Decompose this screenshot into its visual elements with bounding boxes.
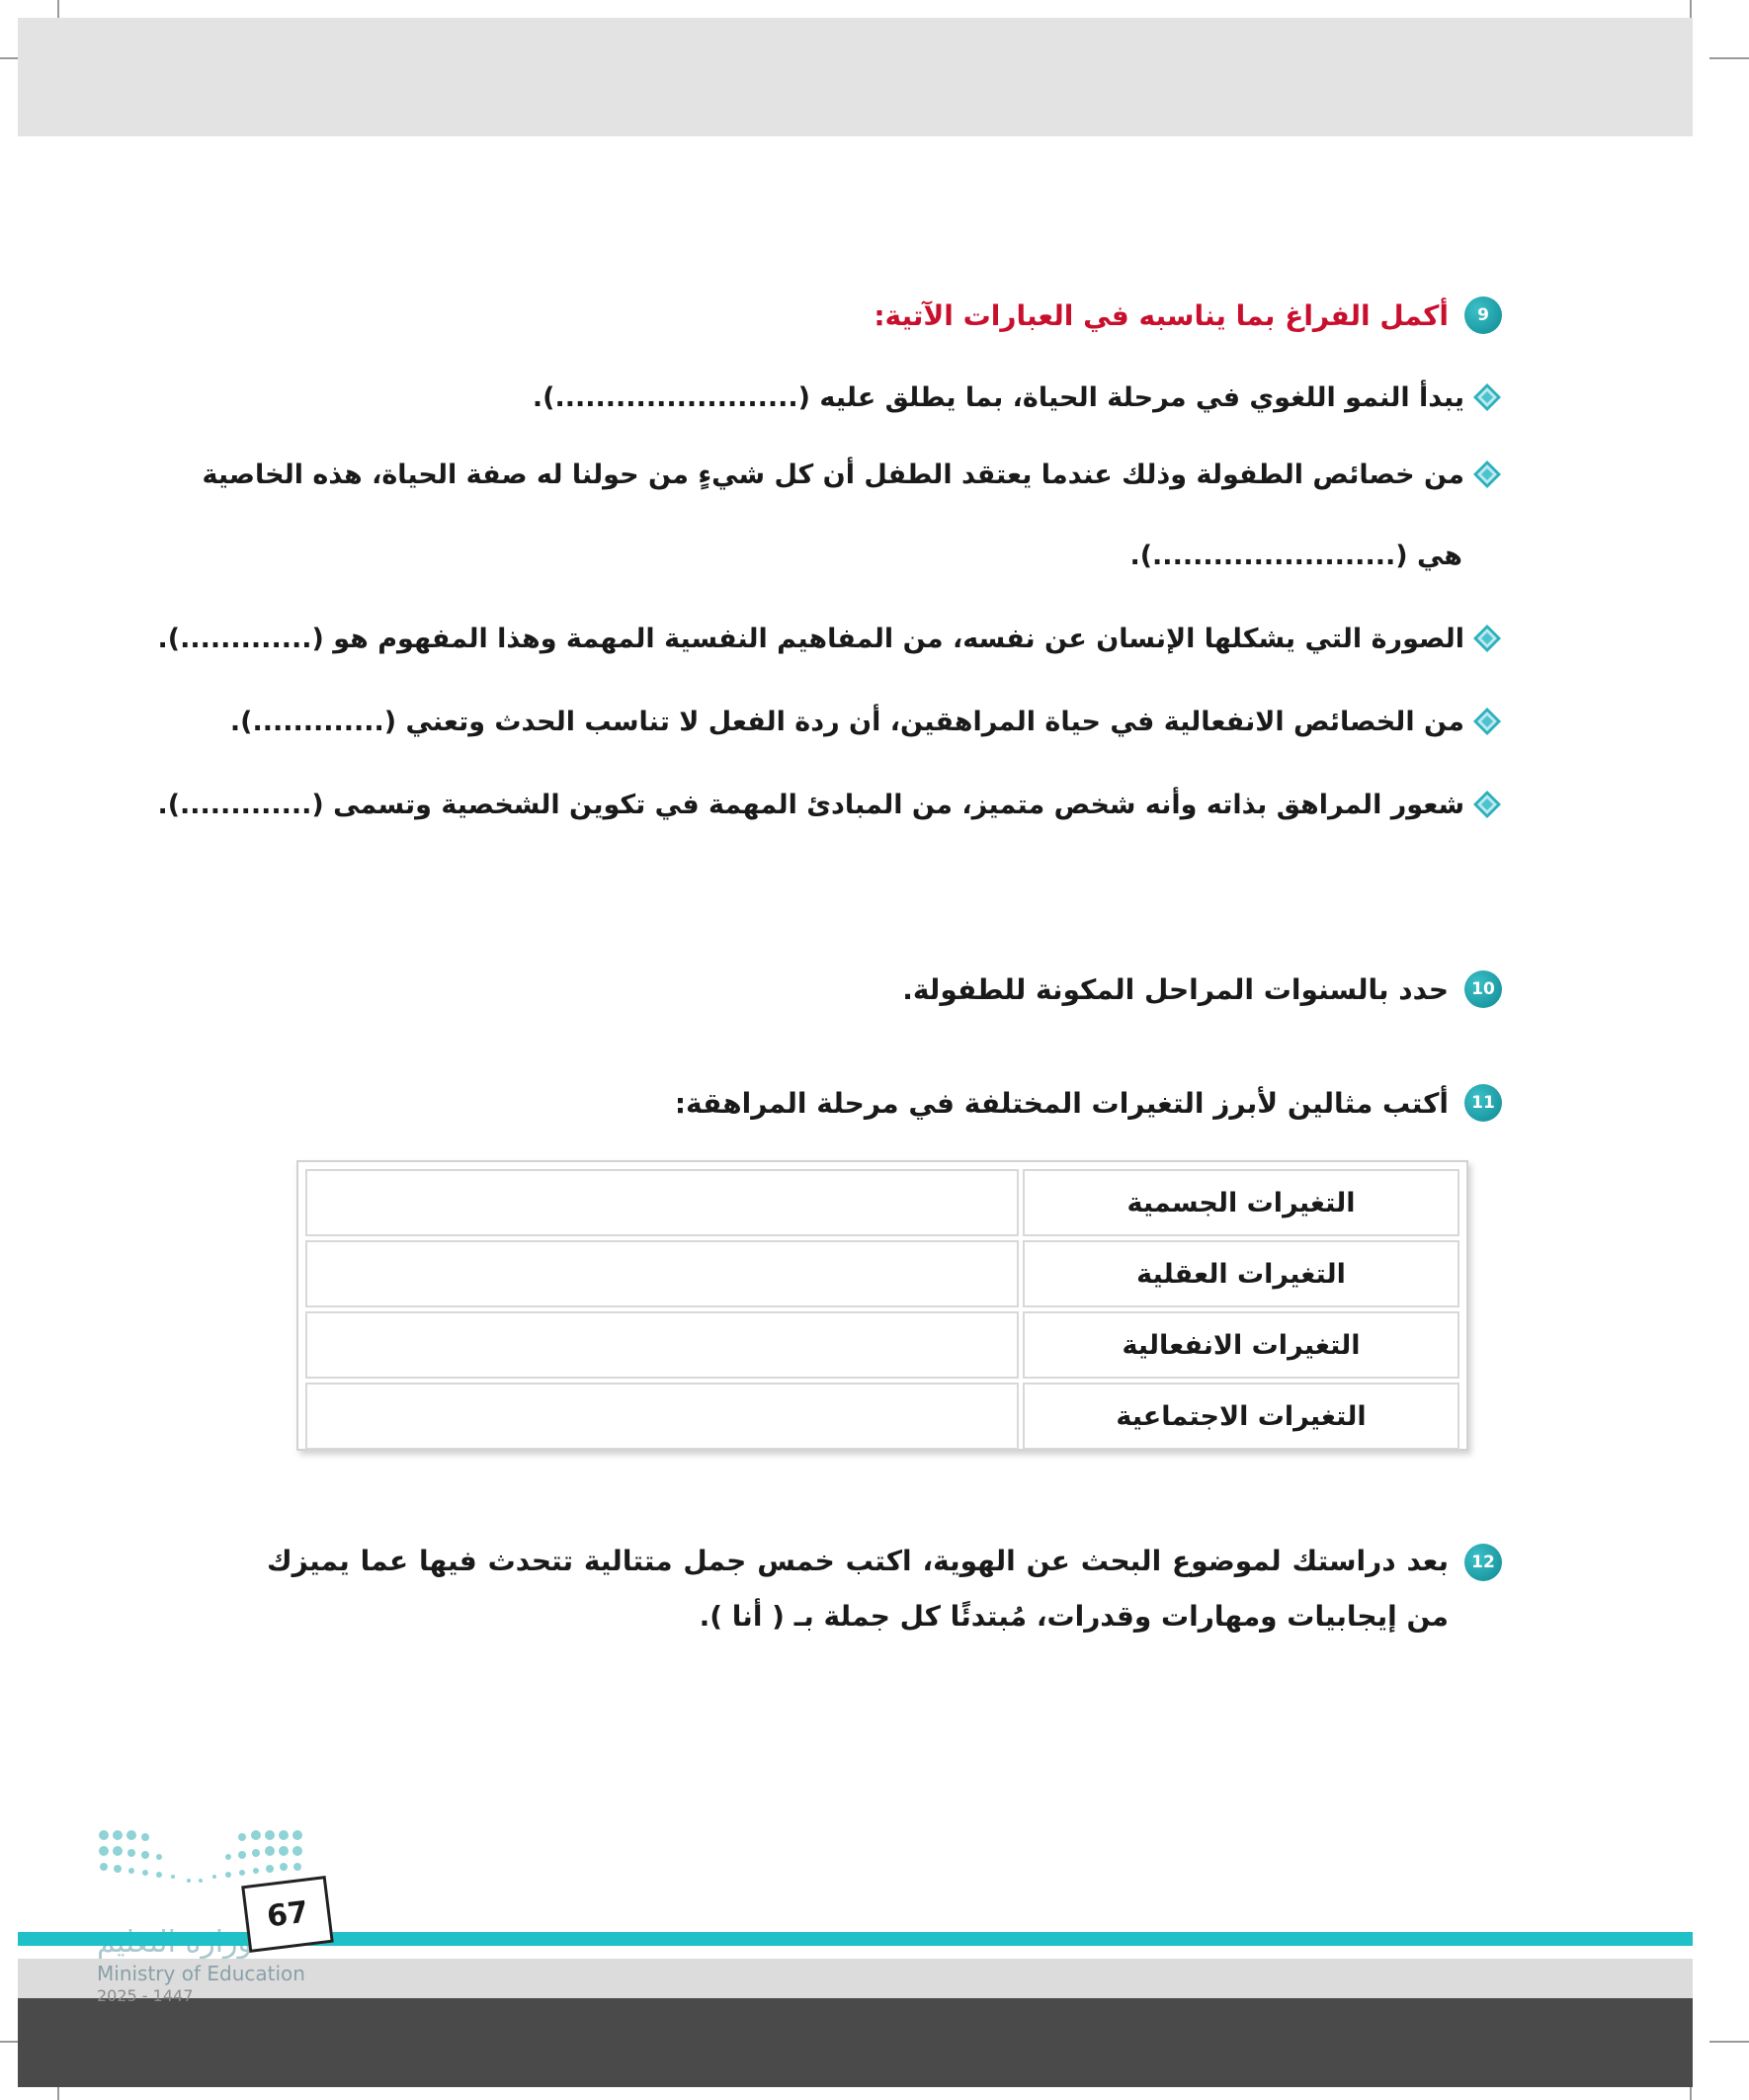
- table-row: [305, 1311, 1459, 1379]
- q9-item-text: من خصائص الطفولة وذلك عندما يعتقد الطفل أن كل شيءٍ من حولنا له صفة الحياة، هذه الخاصية: [202, 460, 1464, 490]
- answer-cell[interactable]: [305, 1240, 1019, 1307]
- diamond-bullet-icon: [1472, 707, 1502, 736]
- diamond-bullet-icon: [1472, 790, 1502, 819]
- q9-item-text: شعور المراهق بذاته وأنه شخص متميز، من المبادئ المهمة في تكوين الشخصية وتسمى (.............).: [157, 790, 1464, 820]
- row-label: التغيرات الجسمية: [1023, 1169, 1459, 1236]
- question-number-badge: 12: [1464, 1544, 1502, 1581]
- question-number-badge: 9: [1464, 296, 1502, 334]
- row-label: التغيرات العقلية: [1023, 1240, 1459, 1307]
- question-number-badge: 11: [1464, 1084, 1502, 1122]
- question-11-header: [675, 1084, 1502, 1122]
- q9-item-text: الصورة التي يشكلها الإنسان عن نفسه، من المفاهيم النفسية المهمة وهذا المفهوم هو (.............).: [157, 624, 1464, 654]
- q9-item-text: من الخصائص الانفعالية في حياة المراهقين، أن ردة الفعل لا تناسب الحدث وتعني (.............).: [229, 707, 1464, 737]
- page-number: 67: [241, 1876, 334, 1953]
- q9-item-3: [158, 620, 1502, 659]
- header-band: [18, 18, 1693, 136]
- changes-table: [296, 1160, 1468, 1451]
- q9-item-1: [533, 378, 1502, 418]
- diamond-bullet-icon: [1472, 624, 1502, 653]
- q9-item-text: يبدأ النمو اللغوي في مرحلة الحياة، بما يطلق عليه (........................).: [532, 382, 1464, 413]
- question-9-header: [874, 296, 1502, 334]
- crop-mark: [1709, 2041, 1749, 2043]
- diamond-bullet-icon: [1472, 460, 1502, 489]
- table-row: [305, 1169, 1459, 1236]
- row-label: التغيرات الاجتماعية: [1023, 1383, 1459, 1450]
- crop-mark: [1709, 57, 1749, 59]
- question-number-badge: 10: [1464, 970, 1502, 1008]
- q9-item-2-continuation: هي (........................).: [1129, 541, 1462, 571]
- edition-year: 2025 - 1447: [97, 1986, 194, 2005]
- footer-dark-band: [18, 1998, 1693, 2087]
- diamond-bullet-icon: [1472, 382, 1502, 412]
- answer-cell[interactable]: [305, 1311, 1019, 1379]
- question-11-title: أكتب مثالين لأبرز التغيرات المختلفة في مرحلة المراهقة:: [674, 1086, 1449, 1120]
- question-10-header: [902, 970, 1502, 1008]
- question-12-text: بعد دراستك لموضوع البحث عن الهوية، اكتب خمس جمل متتالية تتحدث فيها عما يميزك من إيجابيات ومهارات وقدرات، مُبتدئًا كل جملة بـ ( أنا ).: [267, 1545, 1449, 1633]
- q9-item-5: [157, 786, 1502, 825]
- table-row: [305, 1240, 1459, 1307]
- row-label: التغيرات الانفعالية: [1023, 1311, 1459, 1379]
- q9-item-4: [230, 703, 1502, 742]
- question-12: [267, 1534, 1502, 1644]
- q9-item-2: [203, 456, 1502, 495]
- question-9-title: أكمل الفراغ بما يناسبه في العبارات الآتية:: [874, 298, 1449, 332]
- question-10-title: حدد بالسنوات المراحل المكونة للطفولة.: [902, 972, 1449, 1006]
- table-row: [305, 1383, 1459, 1450]
- ministry-name-english: Ministry of Education: [97, 1962, 305, 1985]
- answer-cell[interactable]: [305, 1383, 1019, 1450]
- answer-cell[interactable]: [305, 1169, 1019, 1236]
